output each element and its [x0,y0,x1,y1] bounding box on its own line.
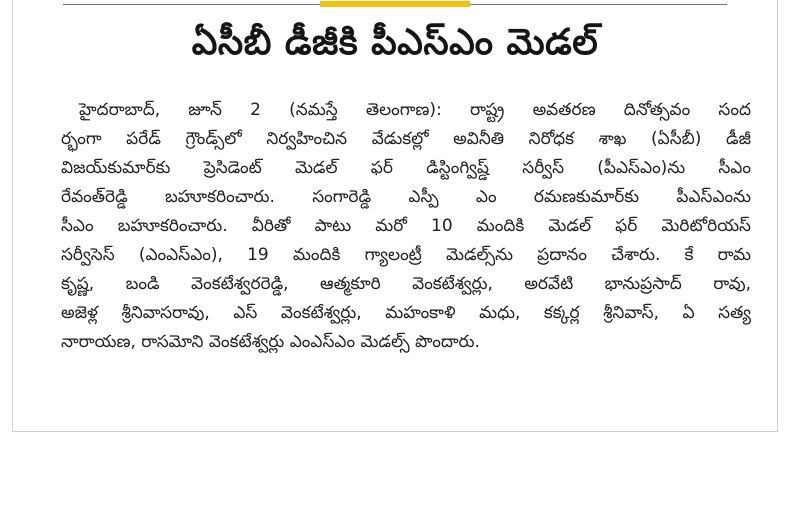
article-line: విజయ్‌కుమార్‌కు ప్రెసిడెంట్ మెడల్ ఫర్ డిస్టింగ్విష్డ్ సర్వీస్ (పీఎస్ఎం)ను సీఎం [61,158,751,178]
accent-bar [320,1,470,7]
headline: ఏసీబీ డీజీకి పీఎస్ఎం మెడల్ [191,22,599,63]
news-clipping [12,0,778,432]
article-line: సీఎం బహూకరించారు. వీరితో పాటు మరో 10 మందికి మెడల్ ఫర్ మెరిటోరియస్ [61,216,751,236]
article-line: రేవంత్‌రెడ్డి బహూకరించారు. సంగారెడ్డి ఎస్పీ ఎం రమణకుమార్‌కు పీఎస్ఎంను [61,187,751,207]
article-line: హైదరాబాద్, జూన్ 2 (నమస్తే తెలంగాణ): రాష్ట్ర అవతరణ దినోత్సవం సంద [79,100,751,120]
article-line: నారాయణ, రాసమోని వెంకటేశ్వర్లు ఎంఎస్ఎం మెడల్స్ పొందారు. [61,332,480,352]
rule-left [63,4,320,5]
header-rule [13,0,777,8]
article-body [61,96,751,357]
article-line: సర్వీసెస్ (ఎంఎస్ఎం), 19 మందికి గ్యాలంట్రీ మెడల్స్‌ను ప్రదానం చేశారు. కే రామ [61,245,751,265]
rule-right [470,4,727,5]
article-line: ర్భంగా పరేడ్ గ్రౌండ్స్‌లో నిర్వహించిన వేడుకల్లో అవినీతి నిరోధక శాఖ (ఏసీబీ) డీజీ [61,129,751,149]
article-line: అజెళ్ల శ్రీనివాసరావు, ఎస్ వెంకటేశ్వర్లు, మహంకాళి మధు, కక్కర్ల శ్రీనివాస్, ఏ సత్య [61,303,751,323]
article-line: కృష్ణ, బండి వెంకటేశ్వరరెడ్డి, ఆత్మకూరి వెంకటేశ్వర్లు, అరవేటి భానుప్రసాద్ రావు, [61,274,751,294]
